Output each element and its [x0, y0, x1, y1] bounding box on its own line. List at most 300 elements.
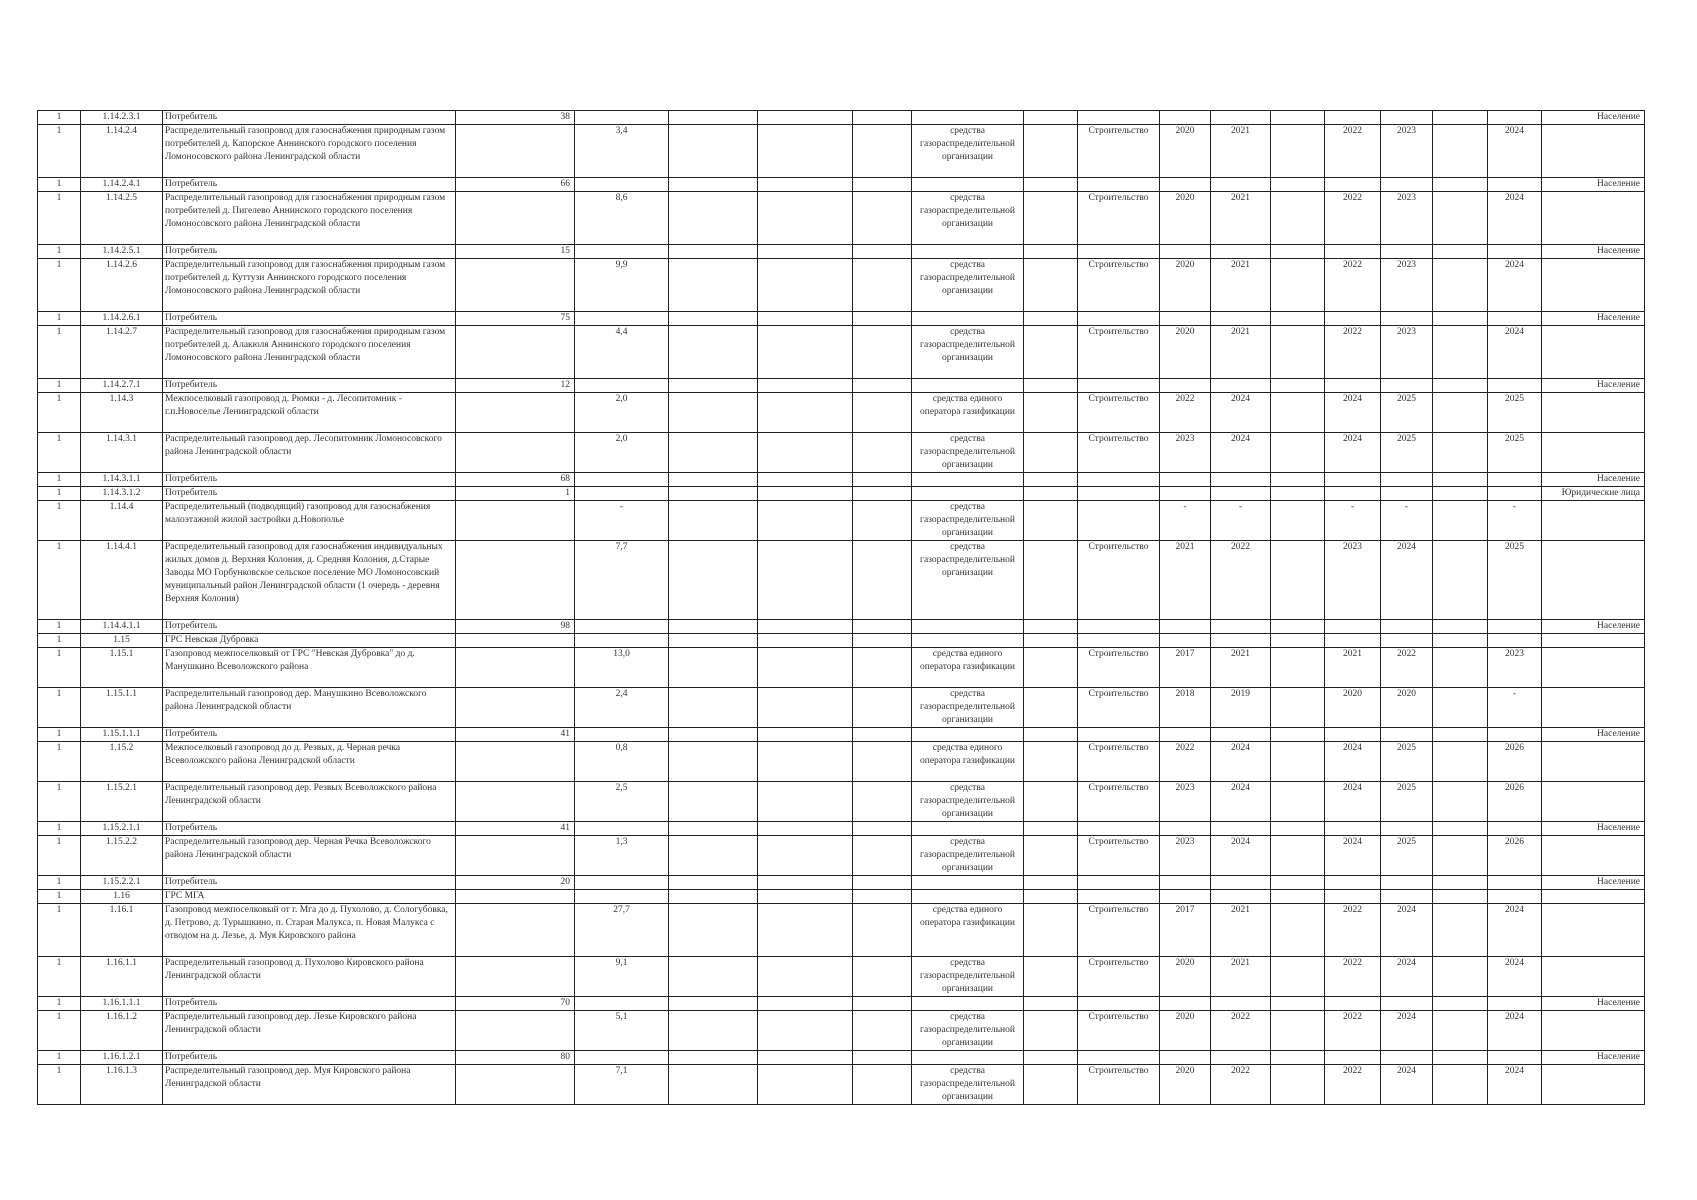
cell-cat	[1542, 125, 1645, 178]
cell-empty	[669, 957, 758, 997]
cell-empty	[1433, 620, 1488, 634]
cell-fin	[912, 876, 1024, 890]
cell-empty	[1024, 501, 1078, 541]
cell-y4	[1381, 822, 1433, 836]
cell-length	[575, 111, 669, 125]
cell-id: 1.14.3.1	[81, 433, 163, 473]
cell-consumers	[456, 634, 575, 648]
cell-y2	[1211, 634, 1271, 648]
cell-y5: 2024	[1488, 125, 1542, 178]
cell-type	[1078, 178, 1160, 192]
cell-cat	[1542, 501, 1645, 541]
cell-fin	[912, 111, 1024, 125]
cell-y1	[1160, 1051, 1211, 1065]
cell-empty	[1433, 904, 1488, 957]
cell-y1	[1160, 473, 1211, 487]
cell-cat	[1542, 648, 1645, 688]
cell-y1: 2020	[1160, 326, 1211, 379]
cell-length: 9,1	[575, 957, 669, 997]
cell-empty	[758, 782, 853, 822]
cell-cat	[1542, 326, 1645, 379]
cell-empty	[853, 1065, 912, 1105]
cell-type: Строительство	[1078, 192, 1160, 245]
cell-y1	[1160, 379, 1211, 393]
cell-empty	[1024, 957, 1078, 997]
cell-y4	[1381, 379, 1433, 393]
cell-y3	[1325, 473, 1381, 487]
cell-empty	[853, 125, 912, 178]
cell-fin	[912, 890, 1024, 904]
cell-consumers: 41	[456, 728, 575, 742]
cell-y1: 2023	[1160, 782, 1211, 822]
cell-empty	[1024, 890, 1078, 904]
cell-y5: 2026	[1488, 742, 1542, 782]
cell-empty	[853, 904, 912, 957]
cell-empty	[1433, 312, 1488, 326]
cell-c1: 1	[38, 1051, 81, 1065]
table-row	[38, 125, 1645, 178]
cell-empty	[1271, 487, 1325, 501]
cell-y3	[1325, 178, 1381, 192]
cell-y5: 2024	[1488, 957, 1542, 997]
cell-type: Строительство	[1078, 433, 1160, 473]
cell-empty	[1271, 620, 1325, 634]
cell-empty	[1024, 904, 1078, 957]
cell-id: 1.14.2.7.1	[81, 379, 163, 393]
cell-empty	[853, 957, 912, 997]
cell-y2	[1211, 312, 1271, 326]
cell-y1	[1160, 728, 1211, 742]
cell-empty	[758, 393, 853, 433]
cell-consumers: 12	[456, 379, 575, 393]
cell-empty	[758, 1051, 853, 1065]
cell-y3: 2024	[1325, 836, 1381, 876]
cell-empty	[669, 393, 758, 433]
cell-y5	[1488, 487, 1542, 501]
cell-y5: 2024	[1488, 904, 1542, 957]
cell-y1: 2020	[1160, 1011, 1211, 1051]
cell-empty	[853, 890, 912, 904]
cell-consumers	[456, 957, 575, 997]
cell-id: 1.15.2.2	[81, 836, 163, 876]
cell-empty	[1271, 433, 1325, 473]
cell-consumers	[456, 890, 575, 904]
cell-c1: 1	[38, 742, 81, 782]
cell-c1: 1	[38, 178, 81, 192]
cell-type: Строительство	[1078, 1065, 1160, 1105]
cell-empty	[669, 541, 758, 620]
cell-consumers: 70	[456, 997, 575, 1011]
table-row	[38, 997, 1645, 1011]
cell-y2	[1211, 178, 1271, 192]
cell-id: 1.14.2.7	[81, 326, 163, 379]
cell-empty	[1433, 473, 1488, 487]
table-row	[38, 957, 1645, 997]
cell-fin: средства единого оператора газификации	[912, 742, 1024, 782]
cell-consumers: 41	[456, 822, 575, 836]
cell-y4	[1381, 487, 1433, 501]
table-row	[38, 742, 1645, 782]
cell-empty	[853, 1011, 912, 1051]
cell-length: 13,0	[575, 648, 669, 688]
cell-type	[1078, 379, 1160, 393]
cell-y1: -	[1160, 501, 1211, 541]
cell-empty	[1271, 125, 1325, 178]
cell-c1: 1	[38, 541, 81, 620]
cell-fin: средства единого оператора газификации	[912, 393, 1024, 433]
cell-empty	[1271, 782, 1325, 822]
table-row	[38, 822, 1645, 836]
cell-id: 1.15.2	[81, 742, 163, 782]
cell-c1: 1	[38, 634, 81, 648]
cell-fin: средства газораспределительной организации	[912, 326, 1024, 379]
cell-cat: Юридические лица	[1542, 487, 1645, 501]
cell-y2	[1211, 111, 1271, 125]
cell-empty	[1024, 487, 1078, 501]
cell-empty	[669, 433, 758, 473]
cell-id: 1.14.2.5	[81, 192, 163, 245]
cell-id: 1.15.1	[81, 648, 163, 688]
cell-name: Потребитель	[163, 111, 456, 125]
cell-y2	[1211, 728, 1271, 742]
cell-y1: 2018	[1160, 688, 1211, 728]
cell-id: 1.16.1.1	[81, 957, 163, 997]
cell-y3	[1325, 890, 1381, 904]
cell-length	[575, 997, 669, 1011]
cell-empty	[1271, 822, 1325, 836]
cell-consumers	[456, 836, 575, 876]
cell-id: 1.15.2.2.1	[81, 876, 163, 890]
cell-name: Распределительный газопровод для газоснабжения природным газом потребителей д. Капорское Аннинского городского поселения Ломоносовского района Ленинградской области	[163, 125, 456, 178]
cell-empty	[1024, 634, 1078, 648]
cell-empty	[1271, 1051, 1325, 1065]
cell-empty	[669, 312, 758, 326]
cell-y3	[1325, 634, 1381, 648]
table-body	[38, 111, 1645, 1105]
table-row	[38, 1051, 1645, 1065]
cell-length: 8,6	[575, 192, 669, 245]
table-row	[38, 1011, 1645, 1051]
cell-empty	[1433, 648, 1488, 688]
cell-empty	[1024, 782, 1078, 822]
cell-y1: 2020	[1160, 957, 1211, 997]
cell-y2: 2024	[1211, 433, 1271, 473]
cell-y4	[1381, 634, 1433, 648]
cell-consumers	[456, 742, 575, 782]
cell-empty	[669, 125, 758, 178]
cell-id: 1.14.4	[81, 501, 163, 541]
cell-empty	[853, 501, 912, 541]
cell-consumers	[456, 393, 575, 433]
cell-cat: Население	[1542, 822, 1645, 836]
cell-empty	[1271, 957, 1325, 997]
cell-y1: 2023	[1160, 433, 1211, 473]
cell-empty	[1433, 1051, 1488, 1065]
cell-c1: 1	[38, 688, 81, 728]
cell-cat: Население	[1542, 620, 1645, 634]
cell-cat: Население	[1542, 997, 1645, 1011]
cell-y1	[1160, 487, 1211, 501]
cell-y4: 2025	[1381, 393, 1433, 433]
cell-name: Межпоселковый газопровод до д. Резвых, д. Черная речка Всеволожского района Ленинградской области	[163, 742, 456, 782]
cell-fin: средства газораспределительной организации	[912, 688, 1024, 728]
cell-id: 1.15.1.1.1	[81, 728, 163, 742]
cell-consumers	[456, 541, 575, 620]
cell-empty	[1271, 111, 1325, 125]
cell-empty	[669, 822, 758, 836]
cell-empty	[1433, 245, 1488, 259]
cell-empty	[1271, 904, 1325, 957]
cell-name: Распределительный газопровод дер. Манушкино Всеволожского района Ленинградской области	[163, 688, 456, 728]
cell-empty	[853, 473, 912, 487]
cell-id: 1.16.1	[81, 904, 163, 957]
cell-y3: 2024	[1325, 782, 1381, 822]
table-row	[38, 192, 1645, 245]
cell-empty	[1271, 1011, 1325, 1051]
cell-empty	[669, 997, 758, 1011]
cell-empty	[853, 1051, 912, 1065]
cell-empty	[1433, 728, 1488, 742]
cell-name: Потребитель	[163, 245, 456, 259]
cell-y4: 2023	[1381, 125, 1433, 178]
cell-c1: 1	[38, 1065, 81, 1105]
cell-empty	[758, 125, 853, 178]
cell-c1: 1	[38, 728, 81, 742]
cell-empty	[853, 876, 912, 890]
cell-name: ГРС МГА	[163, 890, 456, 904]
cell-id: 1.14.2.3.1	[81, 111, 163, 125]
cell-consumers	[456, 648, 575, 688]
cell-length: 9,9	[575, 259, 669, 312]
cell-y5	[1488, 634, 1542, 648]
cell-consumers: 1	[456, 487, 575, 501]
cell-empty	[669, 728, 758, 742]
cell-empty	[1433, 379, 1488, 393]
cell-y4: 2025	[1381, 836, 1433, 876]
cell-consumers: 80	[456, 1051, 575, 1065]
cell-empty	[1433, 957, 1488, 997]
cell-empty	[853, 634, 912, 648]
cell-y3	[1325, 312, 1381, 326]
cell-c1: 1	[38, 890, 81, 904]
table-row	[38, 393, 1645, 433]
cell-empty	[1433, 1011, 1488, 1051]
cell-y2	[1211, 1051, 1271, 1065]
cell-name: Распределительный газопровод дер. Черная Речка Всеволожского района Ленинградской области	[163, 836, 456, 876]
cell-empty	[1271, 890, 1325, 904]
cell-y4: 2024	[1381, 1011, 1433, 1051]
cell-name: Распределительный газопровод дер. Муя Кировского района Ленинградской области	[163, 1065, 456, 1105]
cell-c1: 1	[38, 379, 81, 393]
cell-length	[575, 245, 669, 259]
cell-y5	[1488, 1051, 1542, 1065]
cell-empty	[758, 904, 853, 957]
cell-y2: 2021	[1211, 904, 1271, 957]
cell-y5: 2024	[1488, 326, 1542, 379]
cell-y2: 2024	[1211, 742, 1271, 782]
cell-cat	[1542, 836, 1645, 876]
cell-cat	[1542, 1065, 1645, 1105]
cell-empty	[1433, 487, 1488, 501]
cell-consumers: 75	[456, 312, 575, 326]
cell-id: 1.15.2.1	[81, 782, 163, 822]
cell-consumers	[456, 501, 575, 541]
cell-type: Строительство	[1078, 125, 1160, 178]
cell-y1	[1160, 876, 1211, 890]
cell-empty	[669, 487, 758, 501]
cell-consumers	[456, 259, 575, 312]
cell-cat: Население	[1542, 473, 1645, 487]
cell-id: 1.16.1.3	[81, 1065, 163, 1105]
cell-length	[575, 876, 669, 890]
cell-consumers: 38	[456, 111, 575, 125]
cell-cat: Население	[1542, 245, 1645, 259]
cell-name: Распределительный газопровод для газоснабжения индивидуальных жилых домов д. Верхняя Колония, д. Средняя Колония, д.Старые Заводы МО Горбунковское сельское поселение МО Ломоносовский муниципальный район Ленинградской области (1 очередь - деревня Верхняя Колония)	[163, 541, 456, 620]
cell-empty	[1433, 393, 1488, 433]
cell-fin: средства газораспределительной организации	[912, 1065, 1024, 1105]
cell-length: 1,3	[575, 836, 669, 876]
cell-empty	[1271, 473, 1325, 487]
cell-consumers	[456, 1065, 575, 1105]
table-row	[38, 433, 1645, 473]
cell-name: Потребитель	[163, 312, 456, 326]
cell-consumers	[456, 782, 575, 822]
cell-consumers: 68	[456, 473, 575, 487]
cell-length	[575, 178, 669, 192]
cell-c1: 1	[38, 1011, 81, 1051]
cell-y1	[1160, 890, 1211, 904]
cell-empty	[669, 178, 758, 192]
cell-c1: 1	[38, 501, 81, 541]
cell-empty	[758, 620, 853, 634]
cell-name: Распределительный газопровод дер. Резвых Всеволожского района Ленинградской области	[163, 782, 456, 822]
cell-y4	[1381, 728, 1433, 742]
cell-y4: 2024	[1381, 957, 1433, 997]
cell-cat	[1542, 957, 1645, 997]
table-row	[38, 312, 1645, 326]
cell-empty	[669, 904, 758, 957]
cell-consumers: 98	[456, 620, 575, 634]
cell-empty	[1024, 473, 1078, 487]
cell-length: 5,1	[575, 1011, 669, 1051]
cell-fin	[912, 312, 1024, 326]
cell-empty	[853, 620, 912, 634]
cell-consumers: 20	[456, 876, 575, 890]
cell-empty	[1433, 433, 1488, 473]
cell-type	[1078, 501, 1160, 541]
cell-empty	[669, 473, 758, 487]
cell-name: Потребитель	[163, 178, 456, 192]
cell-c1: 1	[38, 245, 81, 259]
cell-y3: 2022	[1325, 1065, 1381, 1105]
cell-consumers: 15	[456, 245, 575, 259]
cell-empty	[1433, 822, 1488, 836]
cell-empty	[1433, 541, 1488, 620]
cell-empty	[1433, 876, 1488, 890]
cell-type: Строительство	[1078, 648, 1160, 688]
cell-y5	[1488, 997, 1542, 1011]
cell-y4	[1381, 876, 1433, 890]
cell-empty	[1024, 1051, 1078, 1065]
cell-empty	[1271, 541, 1325, 620]
cell-empty	[853, 997, 912, 1011]
cell-name: Потребитель	[163, 473, 456, 487]
cell-name: Потребитель	[163, 997, 456, 1011]
cell-empty	[1271, 836, 1325, 876]
table-row	[38, 541, 1645, 620]
cell-empty	[669, 259, 758, 312]
cell-empty	[669, 876, 758, 890]
cell-name: Газопровод межпоселковый от ГРС "Невская Дубровка" до д. Манушкино Всеволожского района	[163, 648, 456, 688]
cell-cat	[1542, 742, 1645, 782]
cell-y1	[1160, 178, 1211, 192]
cell-cat	[1542, 541, 1645, 620]
cell-consumers: 66	[456, 178, 575, 192]
cell-cat	[1542, 433, 1645, 473]
cell-empty	[853, 728, 912, 742]
cell-length	[575, 728, 669, 742]
cell-empty	[853, 433, 912, 473]
cell-fin	[912, 728, 1024, 742]
cell-type	[1078, 876, 1160, 890]
cell-y3	[1325, 245, 1381, 259]
cell-name: Потребитель	[163, 487, 456, 501]
cell-consumers	[456, 904, 575, 957]
cell-y1: 2017	[1160, 904, 1211, 957]
cell-id: 1.16.1.2	[81, 1011, 163, 1051]
cell-empty	[1024, 822, 1078, 836]
cell-c1: 1	[38, 312, 81, 326]
cell-c1: 1	[38, 876, 81, 890]
cell-empty	[758, 957, 853, 997]
cell-empty	[853, 379, 912, 393]
cell-type: Строительство	[1078, 326, 1160, 379]
cell-length: 2,4	[575, 688, 669, 728]
cell-fin: средства газораспределительной организации	[912, 957, 1024, 997]
table-row	[38, 379, 1645, 393]
cell-fin	[912, 620, 1024, 634]
cell-cat	[1542, 259, 1645, 312]
cell-y3: 2022	[1325, 957, 1381, 997]
cell-name: Потребитель	[163, 822, 456, 836]
cell-cat	[1542, 890, 1645, 904]
cell-type: Строительство	[1078, 393, 1160, 433]
cell-empty	[853, 487, 912, 501]
cell-type	[1078, 111, 1160, 125]
cell-type: Строительство	[1078, 541, 1160, 620]
cell-fin: средства газораспределительной организации	[912, 259, 1024, 312]
cell-y1	[1160, 111, 1211, 125]
cell-empty	[1433, 997, 1488, 1011]
cell-empty	[758, 876, 853, 890]
cell-empty	[1024, 1065, 1078, 1105]
cell-length	[575, 487, 669, 501]
cell-type	[1078, 473, 1160, 487]
cell-empty	[669, 648, 758, 688]
cell-type	[1078, 822, 1160, 836]
table-row	[38, 473, 1645, 487]
cell-empty	[1271, 688, 1325, 728]
cell-c1: 1	[38, 192, 81, 245]
cell-empty	[853, 541, 912, 620]
cell-empty	[669, 1065, 758, 1105]
cell-empty	[758, 634, 853, 648]
cell-fin	[912, 178, 1024, 192]
cell-empty	[758, 473, 853, 487]
cell-empty	[1024, 111, 1078, 125]
cell-id: 1.14.2.6.1	[81, 312, 163, 326]
cell-empty	[1271, 742, 1325, 782]
